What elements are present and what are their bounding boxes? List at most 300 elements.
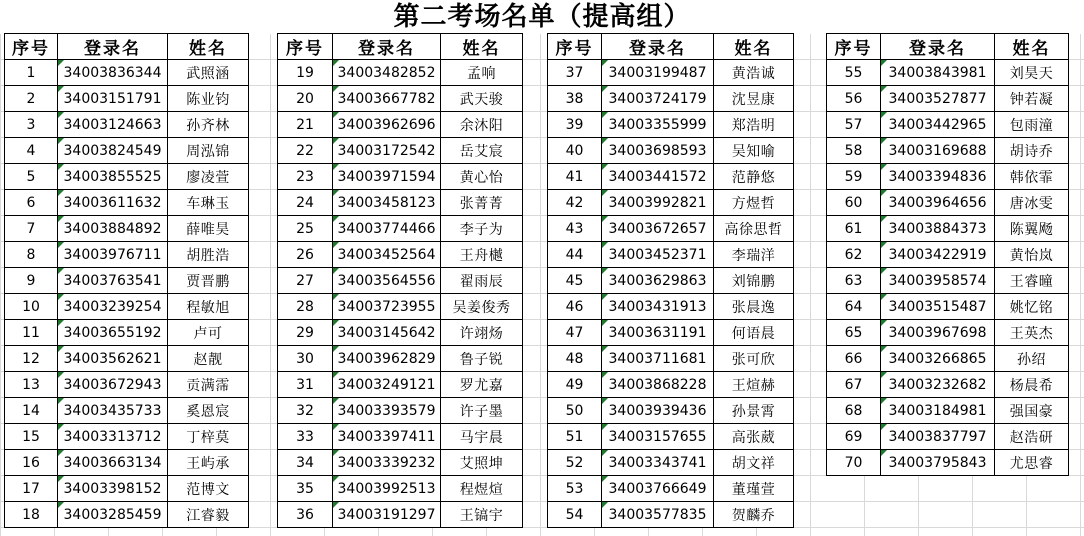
table-row xyxy=(5,112,249,138)
table-row xyxy=(5,242,249,268)
table-row xyxy=(278,424,523,450)
cell-login[interactable]: 34003313712 xyxy=(58,424,168,450)
cell-seq[interactable]: 67 xyxy=(827,372,881,398)
table-row xyxy=(278,268,523,294)
cell-seq[interactable]: 30 xyxy=(278,346,333,372)
cell-name[interactable]: 程敏旭 xyxy=(168,294,249,320)
table-row xyxy=(278,320,523,346)
table-row xyxy=(827,268,1069,294)
cell-name[interactable]: 胡胜浩 xyxy=(168,242,249,268)
cell-seq[interactable]: 25 xyxy=(278,216,333,242)
header-login: 登录名 xyxy=(58,34,168,60)
header-name: 姓名 xyxy=(995,34,1069,60)
cell-seq[interactable]: 52 xyxy=(548,450,602,476)
table-row xyxy=(5,268,249,294)
cell-seq[interactable]: 3 xyxy=(5,112,58,138)
table-row xyxy=(5,346,249,372)
table-row xyxy=(5,190,249,216)
cell-login[interactable]: 34003355999 xyxy=(602,112,714,138)
table-row xyxy=(278,216,523,242)
cell-seq[interactable]: 51 xyxy=(548,424,602,450)
table-row xyxy=(548,476,794,502)
cell-name[interactable]: 吴姜俊秀 xyxy=(441,294,523,320)
cell-name[interactable]: 胡诗乔 xyxy=(995,138,1069,164)
cell-seq[interactable]: 46 xyxy=(548,294,602,320)
cell-seq[interactable]: 10 xyxy=(5,294,58,320)
cell-login[interactable]: 34003939436 xyxy=(602,398,714,424)
header-name: 姓名 xyxy=(714,34,794,60)
cell-name[interactable]: 艾照坤 xyxy=(441,450,523,476)
cell-name[interactable]: 高张葳 xyxy=(714,424,794,450)
cell-name[interactable]: 岳艾宸 xyxy=(441,138,523,164)
header-name: 姓名 xyxy=(168,34,249,60)
cell-name[interactable]: 钟若凝 xyxy=(995,86,1069,112)
table-row xyxy=(5,86,249,112)
table-row xyxy=(278,398,523,424)
cell-seq[interactable]: 42 xyxy=(548,190,602,216)
cell-seq[interactable]: 6 xyxy=(5,190,58,216)
cell-seq[interactable]: 14 xyxy=(5,398,58,424)
cell-name[interactable]: 程煜煊 xyxy=(441,476,523,502)
cell-login[interactable]: 34003836344 xyxy=(58,60,168,86)
cell-seq[interactable]: 11 xyxy=(5,320,58,346)
table-row xyxy=(278,112,523,138)
cell-login[interactable]: 34003397411 xyxy=(333,424,441,450)
table-row xyxy=(827,216,1069,242)
table-row xyxy=(548,294,794,320)
cell-login[interactable]: 34003766649 xyxy=(602,476,714,502)
table-row xyxy=(278,242,523,268)
cell-name[interactable]: 孙绍 xyxy=(995,346,1069,372)
cell-login[interactable]: 34003285459 xyxy=(58,502,168,528)
table-header-row xyxy=(548,34,794,60)
cell-login[interactable]: 34003967698 xyxy=(881,320,995,346)
cell-name[interactable]: 黄浩诚 xyxy=(714,60,794,86)
roster-table-1 xyxy=(4,33,249,528)
cell-login[interactable]: 34003564556 xyxy=(333,268,441,294)
cell-seq[interactable]: 26 xyxy=(278,242,333,268)
cell-login[interactable]: 34003629863 xyxy=(602,268,714,294)
table-row xyxy=(278,346,523,372)
cell-name[interactable]: 王睿曈 xyxy=(995,268,1069,294)
cell-seq[interactable]: 18 xyxy=(5,502,58,528)
cell-login[interactable]: 34003724179 xyxy=(602,86,714,112)
cell-name[interactable]: 马宇晨 xyxy=(441,424,523,450)
cell-name[interactable]: 张可欣 xyxy=(714,346,794,372)
table-row xyxy=(548,398,794,424)
cell-name[interactable]: 高徐思哲 xyxy=(714,216,794,242)
cell-seq[interactable]: 15 xyxy=(5,424,58,450)
cell-seq[interactable]: 36 xyxy=(278,502,333,528)
cell-seq[interactable]: 40 xyxy=(548,138,602,164)
cell-login[interactable]: 34003393579 xyxy=(333,398,441,424)
table-row xyxy=(827,138,1069,164)
cell-login[interactable]: 34003723955 xyxy=(333,294,441,320)
cell-login[interactable]: 34003667782 xyxy=(333,86,441,112)
table-row xyxy=(278,476,523,502)
table-row xyxy=(278,60,523,86)
cell-name[interactable]: 武天骏 xyxy=(441,86,523,112)
cell-seq[interactable]: 16 xyxy=(5,450,58,476)
cell-login[interactable]: 34003711681 xyxy=(602,346,714,372)
table-row xyxy=(5,450,249,476)
cell-seq[interactable]: 38 xyxy=(548,86,602,112)
cell-seq[interactable]: 61 xyxy=(827,216,881,242)
cell-name[interactable]: 李子为 xyxy=(441,216,523,242)
cell-login[interactable]: 34003962696 xyxy=(333,112,441,138)
table-row xyxy=(827,320,1069,346)
table-row xyxy=(278,190,523,216)
cell-name[interactable]: 韩依霏 xyxy=(995,164,1069,190)
cell-name[interactable]: 薛唯昊 xyxy=(168,216,249,242)
table-row xyxy=(5,138,249,164)
table-row xyxy=(548,242,794,268)
table-row xyxy=(5,372,249,398)
header-seq: 序号 xyxy=(5,34,58,60)
cell-seq[interactable]: 62 xyxy=(827,242,881,268)
table-row xyxy=(5,502,249,528)
cell-seq[interactable]: 23 xyxy=(278,164,333,190)
header-seq: 序号 xyxy=(827,34,881,60)
table-row xyxy=(278,138,523,164)
cell-seq[interactable]: 33 xyxy=(278,424,333,450)
cell-name[interactable]: 何语晨 xyxy=(714,320,794,346)
table-row xyxy=(278,502,523,528)
cell-name[interactable]: 王屿承 xyxy=(168,450,249,476)
cell-seq[interactable]: 1 xyxy=(5,60,58,86)
cell-login[interactable]: 34003976711 xyxy=(58,242,168,268)
cell-login[interactable]: 34003249121 xyxy=(333,372,441,398)
cell-seq[interactable]: 29 xyxy=(278,320,333,346)
cell-login[interactable]: 34003239254 xyxy=(58,294,168,320)
table-row xyxy=(548,216,794,242)
cell-name[interactable]: 贡满霈 xyxy=(168,372,249,398)
header-login: 登录名 xyxy=(602,34,714,60)
cell-name[interactable]: 吴知喻 xyxy=(714,138,794,164)
cell-seq[interactable]: 64 xyxy=(827,294,881,320)
cell-name[interactable]: 武照涵 xyxy=(168,60,249,86)
cell-name[interactable]: 赵靓 xyxy=(168,346,249,372)
table-row xyxy=(827,346,1069,372)
table-row xyxy=(548,450,794,476)
cell-login[interactable]: 34003482852 xyxy=(333,60,441,86)
cell-name[interactable]: 姚忆铭 xyxy=(995,294,1069,320)
table-row xyxy=(827,398,1069,424)
cell-seq[interactable]: 37 xyxy=(548,60,602,86)
cell-name[interactable]: 尤思睿 xyxy=(995,450,1069,476)
cell-name[interactable]: 强国豪 xyxy=(995,398,1069,424)
cell-login[interactable]: 34003824549 xyxy=(58,138,168,164)
header-seq: 序号 xyxy=(548,34,602,60)
cell-seq[interactable]: 13 xyxy=(5,372,58,398)
table-row xyxy=(548,164,794,190)
cell-login[interactable]: 34003837797 xyxy=(881,424,995,450)
table-row xyxy=(5,294,249,320)
cell-seq[interactable]: 58 xyxy=(827,138,881,164)
cell-login[interactable]: 34003611632 xyxy=(58,190,168,216)
roster-table-2 xyxy=(277,33,523,528)
cell-login[interactable]: 34003394836 xyxy=(881,164,995,190)
table-row xyxy=(278,86,523,112)
table-row xyxy=(548,86,794,112)
table-row xyxy=(548,60,794,86)
cell-seq[interactable]: 28 xyxy=(278,294,333,320)
cell-seq[interactable]: 70 xyxy=(827,450,881,476)
cell-seq[interactable]: 35 xyxy=(278,476,333,502)
cell-seq[interactable]: 55 xyxy=(827,60,881,86)
table-row xyxy=(548,268,794,294)
cell-seq[interactable]: 20 xyxy=(278,86,333,112)
cell-name[interactable]: 唐冰雯 xyxy=(995,190,1069,216)
cell-name[interactable]: 卢可 xyxy=(168,320,249,346)
cell-name[interactable]: 范静悠 xyxy=(714,164,794,190)
cell-login[interactable]: 34003992821 xyxy=(602,190,714,216)
cell-name[interactable]: 余沐阳 xyxy=(441,112,523,138)
cell-seq[interactable]: 19 xyxy=(278,60,333,86)
cell-name[interactable]: 江睿毅 xyxy=(168,502,249,528)
cell-seq[interactable]: 32 xyxy=(278,398,333,424)
cell-seq[interactable]: 56 xyxy=(827,86,881,112)
cell-seq[interactable]: 7 xyxy=(5,216,58,242)
cell-login[interactable]: 34003855525 xyxy=(58,164,168,190)
cell-login[interactable]: 34003958574 xyxy=(881,268,995,294)
cell-name[interactable]: 王镐宇 xyxy=(441,502,523,528)
table-row xyxy=(827,112,1069,138)
table-row xyxy=(548,502,794,528)
table-row xyxy=(827,60,1069,86)
table-row xyxy=(548,138,794,164)
cell-seq[interactable]: 60 xyxy=(827,190,881,216)
cell-seq[interactable]: 63 xyxy=(827,268,881,294)
table-row xyxy=(827,450,1069,476)
table-row xyxy=(548,372,794,398)
table-row xyxy=(5,164,249,190)
cell-login[interactable]: 34003191297 xyxy=(333,502,441,528)
cell-seq[interactable]: 59 xyxy=(827,164,881,190)
table-row xyxy=(5,320,249,346)
table-row xyxy=(548,190,794,216)
cell-login[interactable]: 34003232682 xyxy=(881,372,995,398)
cell-seq[interactable]: 49 xyxy=(548,372,602,398)
cell-login[interactable]: 34003339232 xyxy=(333,450,441,476)
cell-login[interactable]: 34003562621 xyxy=(58,346,168,372)
table-row xyxy=(827,86,1069,112)
cell-name[interactable]: 贺麟乔 xyxy=(714,502,794,528)
cell-login[interactable]: 34003343741 xyxy=(602,450,714,476)
cell-login[interactable]: 34003199487 xyxy=(602,60,714,86)
cell-name[interactable]: 奚恩宸 xyxy=(168,398,249,424)
cell-seq[interactable]: 43 xyxy=(548,216,602,242)
cell-login[interactable]: 34003442965 xyxy=(881,112,995,138)
cell-seq[interactable]: 34 xyxy=(278,450,333,476)
cell-name[interactable]: 张晨逸 xyxy=(714,294,794,320)
table-row xyxy=(548,424,794,450)
table-header-row xyxy=(827,34,1069,60)
cell-seq[interactable]: 31 xyxy=(278,372,333,398)
cell-name[interactable]: 廖凌萱 xyxy=(168,164,249,190)
cell-login[interactable]: 34003763541 xyxy=(58,268,168,294)
cell-login[interactable]: 34003663134 xyxy=(58,450,168,476)
cell-seq[interactable]: 24 xyxy=(278,190,333,216)
table-row xyxy=(278,294,523,320)
cell-name[interactable]: 孟响 xyxy=(441,60,523,86)
cell-name[interactable]: 张菁菁 xyxy=(441,190,523,216)
cell-name[interactable]: 王煊赫 xyxy=(714,372,794,398)
cell-name[interactable]: 胡文祥 xyxy=(714,450,794,476)
cell-name[interactable]: 孙齐林 xyxy=(168,112,249,138)
cell-name[interactable]: 陈业钧 xyxy=(168,86,249,112)
table-row xyxy=(827,242,1069,268)
cell-login[interactable]: 34003169688 xyxy=(881,138,995,164)
cell-name[interactable]: 黄怡岚 xyxy=(995,242,1069,268)
table-row xyxy=(5,476,249,502)
cell-name[interactable]: 黄心怡 xyxy=(441,164,523,190)
cell-login[interactable]: 34003124663 xyxy=(58,112,168,138)
cell-name[interactable]: 沈昱康 xyxy=(714,86,794,112)
cell-login[interactable]: 34003884892 xyxy=(58,216,168,242)
table-row xyxy=(827,294,1069,320)
cell-seq[interactable]: 45 xyxy=(548,268,602,294)
cell-name[interactable]: 许子墨 xyxy=(441,398,523,424)
cell-name[interactable]: 李瑞洋 xyxy=(714,242,794,268)
table-row xyxy=(278,164,523,190)
table-row xyxy=(5,60,249,86)
cell-name[interactable]: 范博文 xyxy=(168,476,249,502)
cell-seq[interactable]: 47 xyxy=(548,320,602,346)
cell-seq[interactable]: 27 xyxy=(278,268,333,294)
cell-login[interactable]: 34003184981 xyxy=(881,398,995,424)
cell-login[interactable]: 34003266865 xyxy=(881,346,995,372)
cell-login[interactable]: 34003631191 xyxy=(602,320,714,346)
roster-table-4 xyxy=(826,33,1069,476)
header-login: 登录名 xyxy=(333,34,441,60)
cell-login[interactable]: 34003962829 xyxy=(333,346,441,372)
cell-name[interactable]: 陈翼飏 xyxy=(995,216,1069,242)
cell-login[interactable]: 34003458123 xyxy=(333,190,441,216)
cell-seq[interactable]: 41 xyxy=(548,164,602,190)
cell-seq[interactable]: 12 xyxy=(5,346,58,372)
table-header-row xyxy=(5,34,249,60)
cell-login[interactable]: 34003884373 xyxy=(881,216,995,242)
table-row xyxy=(827,164,1069,190)
table-row xyxy=(5,216,249,242)
cell-name[interactable]: 鲁子锐 xyxy=(441,346,523,372)
cell-login[interactable]: 34003795843 xyxy=(881,450,995,476)
cell-login[interactable]: 34003868228 xyxy=(602,372,714,398)
cell-seq[interactable]: 2 xyxy=(5,86,58,112)
cell-seq[interactable]: 65 xyxy=(827,320,881,346)
cell-seq[interactable]: 54 xyxy=(548,502,602,528)
cell-login[interactable]: 34003964656 xyxy=(881,190,995,216)
cell-seq[interactable]: 50 xyxy=(548,398,602,424)
cell-seq[interactable]: 5 xyxy=(5,164,58,190)
cell-name[interactable]: 周泓锦 xyxy=(168,138,249,164)
cell-name[interactable]: 包雨潼 xyxy=(995,112,1069,138)
table-row xyxy=(5,398,249,424)
cell-seq[interactable]: 21 xyxy=(278,112,333,138)
cell-seq[interactable]: 44 xyxy=(548,242,602,268)
table-row xyxy=(827,372,1069,398)
cell-name[interactable]: 方煜哲 xyxy=(714,190,794,216)
cell-login[interactable]: 34003157655 xyxy=(602,424,714,450)
cell-login[interactable]: 34003577835 xyxy=(602,502,714,528)
cell-login[interactable]: 34003441572 xyxy=(602,164,714,190)
header-login: 登录名 xyxy=(881,34,995,60)
cell-name[interactable]: 王舟樾 xyxy=(441,242,523,268)
header-seq: 序号 xyxy=(278,34,333,60)
cell-name[interactable]: 车琳玉 xyxy=(168,190,249,216)
cell-name[interactable]: 王英杰 xyxy=(995,320,1069,346)
cell-name[interactable]: 罗尤嘉 xyxy=(441,372,523,398)
cell-seq[interactable]: 17 xyxy=(5,476,58,502)
cell-name[interactable]: 郑浩明 xyxy=(714,112,794,138)
cell-login[interactable]: 34003435733 xyxy=(58,398,168,424)
table-row xyxy=(278,372,523,398)
table-header-row xyxy=(278,34,523,60)
cell-name[interactable]: 丁梓莫 xyxy=(168,424,249,450)
cell-seq[interactable]: 9 xyxy=(5,268,58,294)
table-row xyxy=(548,112,794,138)
cell-name[interactable]: 赵浩研 xyxy=(995,424,1069,450)
cell-seq[interactable]: 69 xyxy=(827,424,881,450)
cell-login[interactable]: 34003992513 xyxy=(333,476,441,502)
cell-name[interactable]: 杨晨希 xyxy=(995,372,1069,398)
cell-seq[interactable]: 66 xyxy=(827,346,881,372)
cell-login[interactable]: 34003431913 xyxy=(602,294,714,320)
cell-login[interactable]: 34003698593 xyxy=(602,138,714,164)
table-row xyxy=(827,190,1069,216)
cell-login[interactable]: 34003672657 xyxy=(602,216,714,242)
cell-seq[interactable]: 53 xyxy=(548,476,602,502)
cell-login[interactable]: 34003145642 xyxy=(333,320,441,346)
cell-seq[interactable]: 57 xyxy=(827,112,881,138)
roster-table-3 xyxy=(547,33,794,528)
cell-login[interactable]: 34003515487 xyxy=(881,294,995,320)
cell-name[interactable]: 孙景霄 xyxy=(714,398,794,424)
header-name: 姓名 xyxy=(441,34,523,60)
cell-seq[interactable]: 4 xyxy=(5,138,58,164)
cell-login[interactable]: 34003774466 xyxy=(333,216,441,242)
cell-seq[interactable]: 48 xyxy=(548,346,602,372)
cell-name[interactable]: 董瑾萱 xyxy=(714,476,794,502)
table-row xyxy=(548,346,794,372)
cell-login[interactable]: 34003527877 xyxy=(881,86,995,112)
cell-login[interactable]: 34003843981 xyxy=(881,60,995,86)
cell-login[interactable]: 34003151791 xyxy=(58,86,168,112)
cell-login[interactable]: 34003672943 xyxy=(58,372,168,398)
cell-login[interactable]: 34003398152 xyxy=(58,476,168,502)
cell-seq[interactable]: 22 xyxy=(278,138,333,164)
table-row xyxy=(548,320,794,346)
cell-login[interactable]: 34003655192 xyxy=(58,320,168,346)
cell-login[interactable]: 34003422919 xyxy=(881,242,995,268)
cell-name[interactable]: 翟雨辰 xyxy=(441,268,523,294)
cell-name[interactable]: 贾晋鹏 xyxy=(168,268,249,294)
cell-login[interactable]: 34003172542 xyxy=(333,138,441,164)
table-row xyxy=(278,450,523,476)
cell-name[interactable]: 刘昊天 xyxy=(995,60,1069,86)
table-row xyxy=(5,424,249,450)
cell-login[interactable]: 34003452371 xyxy=(602,242,714,268)
page-title: 第二考场名单（提高组） xyxy=(0,0,1084,34)
cell-name[interactable]: 许翊炀 xyxy=(441,320,523,346)
cell-seq[interactable]: 68 xyxy=(827,398,881,424)
cell-seq[interactable]: 8 xyxy=(5,242,58,268)
cell-name[interactable]: 刘锦鹏 xyxy=(714,268,794,294)
cell-login[interactable]: 34003971594 xyxy=(333,164,441,190)
cell-login[interactable]: 34003452564 xyxy=(333,242,441,268)
cell-seq[interactable]: 39 xyxy=(548,112,602,138)
